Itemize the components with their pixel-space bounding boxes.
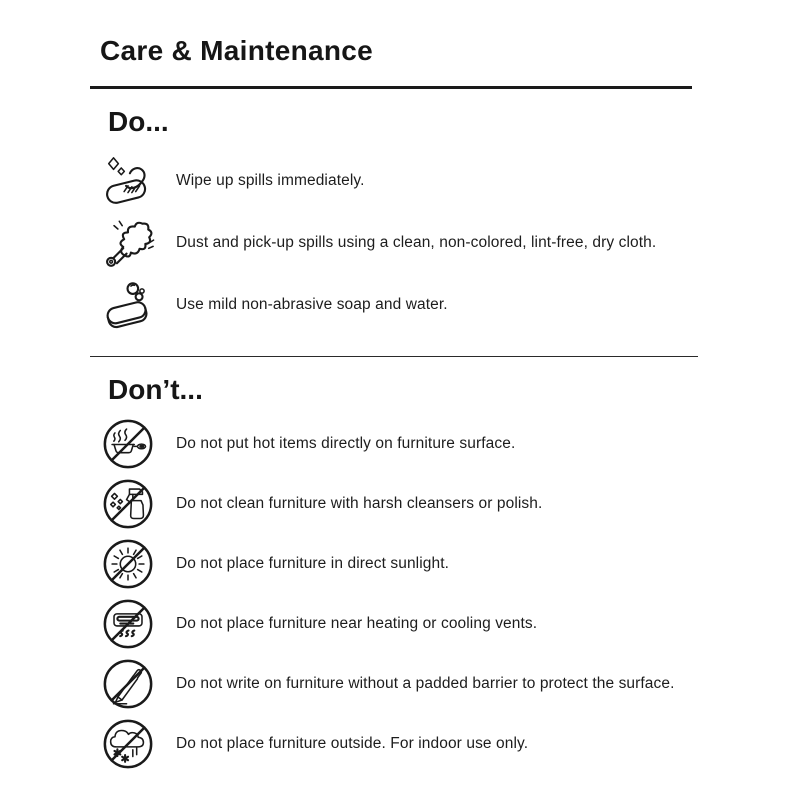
- list-item: [100, 474, 704, 534]
- dont-item-text: Do not put hot items directly on furniture surface.: [176, 435, 516, 453]
- do-item-text: Dust and pick-up spills using a clean, non-colored, lint-free, dry cloth.: [176, 233, 657, 251]
- title-divider: [90, 86, 692, 89]
- do-item-text: Use mild non-abrasive soap and water.: [176, 295, 448, 313]
- list-item: [100, 414, 704, 474]
- no-harsh-cleansers-icon: [100, 476, 156, 532]
- dont-item-text: Do not clean furniture with harsh cleansers or polish.: [176, 495, 543, 513]
- list-item: [100, 594, 704, 654]
- no-outdoor-icon: [100, 716, 156, 772]
- do-items-list: [100, 150, 704, 336]
- dont-items-list: [100, 414, 704, 774]
- dont-item-text: Do not place furniture outside. For indoor use only.: [176, 735, 529, 753]
- wipe-spill-icon: [100, 153, 156, 209]
- do-item-text: Wipe up spills immediately.: [176, 171, 365, 189]
- dont-item-text: Do not place furniture near heating or cooling vents.: [176, 615, 538, 633]
- list-item: [100, 534, 704, 594]
- list-item: [100, 274, 704, 336]
- dont-item-text: Do not write on furniture without a padded barrier to protect the surface.: [176, 675, 675, 693]
- list-item: [100, 150, 704, 212]
- list-item: [100, 212, 704, 274]
- no-direct-sunlight-icon: [100, 536, 156, 592]
- no-writing-icon: [100, 656, 156, 712]
- section-divider: [90, 356, 698, 357]
- dont-section-heading: Don’t...: [108, 373, 203, 405]
- list-item: [100, 714, 704, 774]
- no-hot-items-icon: [100, 416, 156, 472]
- list-item: [100, 654, 704, 714]
- soap-icon: [100, 277, 156, 333]
- dont-item-text: Do not place furniture in direct sunlight.: [176, 555, 450, 573]
- duster-icon: [100, 215, 156, 271]
- no-vents-icon: [100, 596, 156, 652]
- page-title: Care & Maintenance: [100, 35, 374, 66]
- do-section-heading: Do...: [108, 105, 169, 137]
